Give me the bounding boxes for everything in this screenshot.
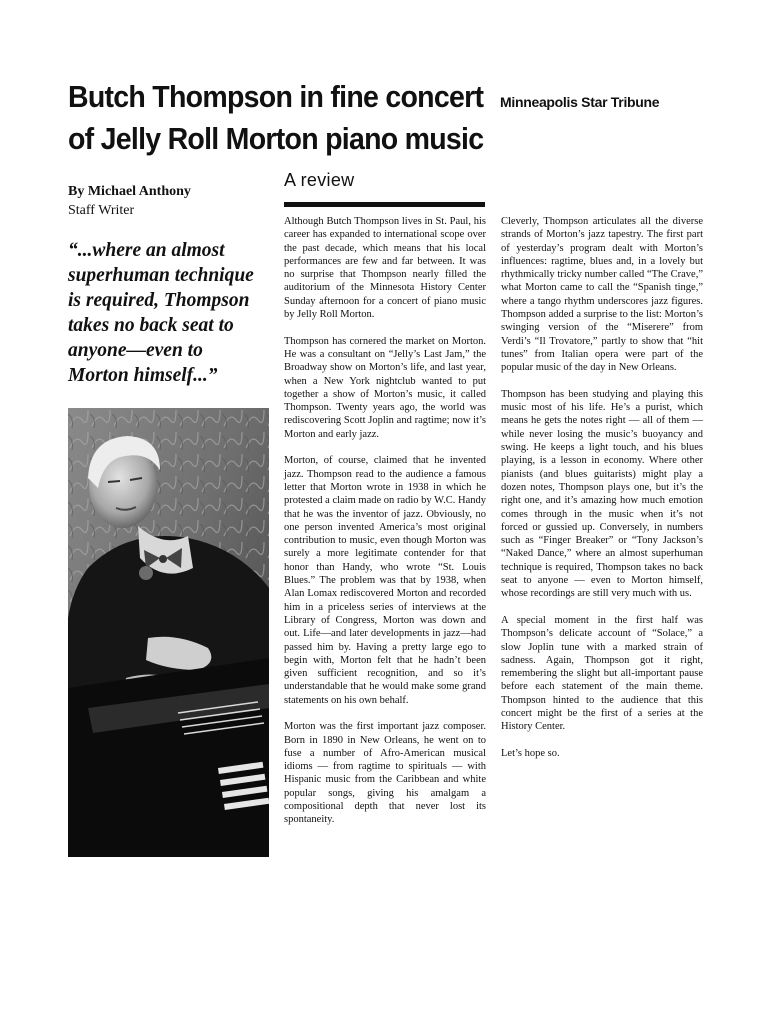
article-paragraph: Cleverly, Thompson articulates all the diverse strands of Morton’s jazz tapestry. The first part of yesterday’s program dealt with Morton’s influences: ragtime, blues and, in a lovely but rhythmically tricky number called “The Crave,” what Morton came to call the “Spanish tinge,” where a tango rhythm underscores jazz figures. Thompson added a surprise to the list: Morton’s swinging version of the “Miserere” from Verdi’s “Il Trovatore,” partly to show that “hit tunes” from Italian opera were part of the popular music of the day in New Orleans. (501, 216, 703, 374)
pull-quote-line: anyone—even to (68, 340, 203, 361)
article-paragraph: Morton was the first important jazz composer. Born in 1890 in New Orleans, he went on to fuse a number of Afro-American musical idioms — from ragtime to spirituals — with Hispanic music from the Caribbean and white popular songs, giving his amalgam a compositional depth that never lost its spontaneity. (284, 721, 486, 826)
article-paragraph: Thompson has cornered the market on Morton. He was a consultant on “Jelly’s Last Jam,” the Broadway show on Morton’s life, and last year, when a New York nightclub wanted to put together a show of Morton’s music, it called Thompson. Twenty years ago, the world was rediscovering Scott Joplin and ragtime; now it’s Morton and early jazz. (284, 335, 486, 440)
headline-line-2: of Jelly Roll Morton piano music (68, 121, 484, 156)
article-paragraph: Let’s hope so. (501, 747, 560, 759)
pull-quote-line: superhuman technique (68, 265, 254, 286)
pull-quote-line: is required, Thompson (68, 290, 250, 311)
article-paragraph: Although Butch Thompson lives in St. Paul, his career has expanded to international scope over the past decade, which means that his local performances are few and far between. It was no surprise that Thompson nearly filled the auditorium of the Minnesota History Center Sunday afternoon for a concert of piano music by Jelly Roll Morton. (284, 216, 486, 321)
pull-quote-line: takes no back seat to (68, 315, 234, 336)
byline-author: By Michael Anthony (68, 184, 191, 199)
publication-name: Minneapolis Star Tribune (500, 94, 660, 110)
article-headline (68, 76, 484, 160)
article-paragraph: A special moment in the first half was Thompson’s delicate account of “Solace,” a slow Joplin tune with a marked strain of sadness. Again, Thompson got it right, remembering the slight but all-important pause before each statement of the main theme. Thompson hinted to the audience that this concert might be the first of a series at the History Center. (501, 614, 703, 733)
pianist-photo (68, 408, 269, 857)
section-label: A review (284, 170, 355, 190)
pull-quote-line: Morton himself...” (68, 365, 218, 386)
headline-line-1: Butch Thompson in fine concert (68, 79, 484, 114)
section-rule (284, 202, 485, 207)
article-paragraph: Thompson has been studying and playing this music most of his life. He’s a purist, which means he gets the notes right — all of them — while never losing the music’s buoyancy and swing. He keeps a light touch, and his blues playing, is a lesson in economy. Where other pianists (and blues guitarists) might play a dozen notes, Thompson plays one, but it’s the right one, and it’s amazing how much emotion comes through in the music when it’s not forced or gussied up. Conversely, in numbers such as “Finger Breaker” or “Tony Jackson’s “Naked Dance,” where an almost superhuman technique is required, Thompson takes no back seat to anyone — even to Morton himself, whose recordings are still very much with us. (501, 388, 703, 600)
article-column-right (501, 215, 703, 773)
article-column-left (284, 215, 486, 840)
article-paragraph: Morton, of course, claimed that he invented jazz. Thompson read to the audience a famous letter that Morton wrote in 1938 in which he protested a claim made on radio by W.C. Handy that he was the inventor of jazz. Obviously, no one person invented America’s most original contribution to music, even though Morton was surely a more legitimate contender for that honor than Handy, who wrote “St. Louis Blues.” The problem was that by 1938, when Alan Lomax rediscovered Morton and recorded him in a priceless series of interviews at the Library of Congress, Morton was down and out. Life—and later developments in jazz—had passed him by. Having a pretty large ego to begin with, Morton felt that he hadn’t been given sufficient recognition, and so it’s understandable that he would make some grand statements on his own behalf. (284, 455, 486, 706)
byline (68, 182, 191, 220)
pull-quote-line: “...where an almost (68, 240, 225, 261)
byline-role: Staff Writer (68, 203, 135, 218)
pull-quote (68, 238, 268, 388)
